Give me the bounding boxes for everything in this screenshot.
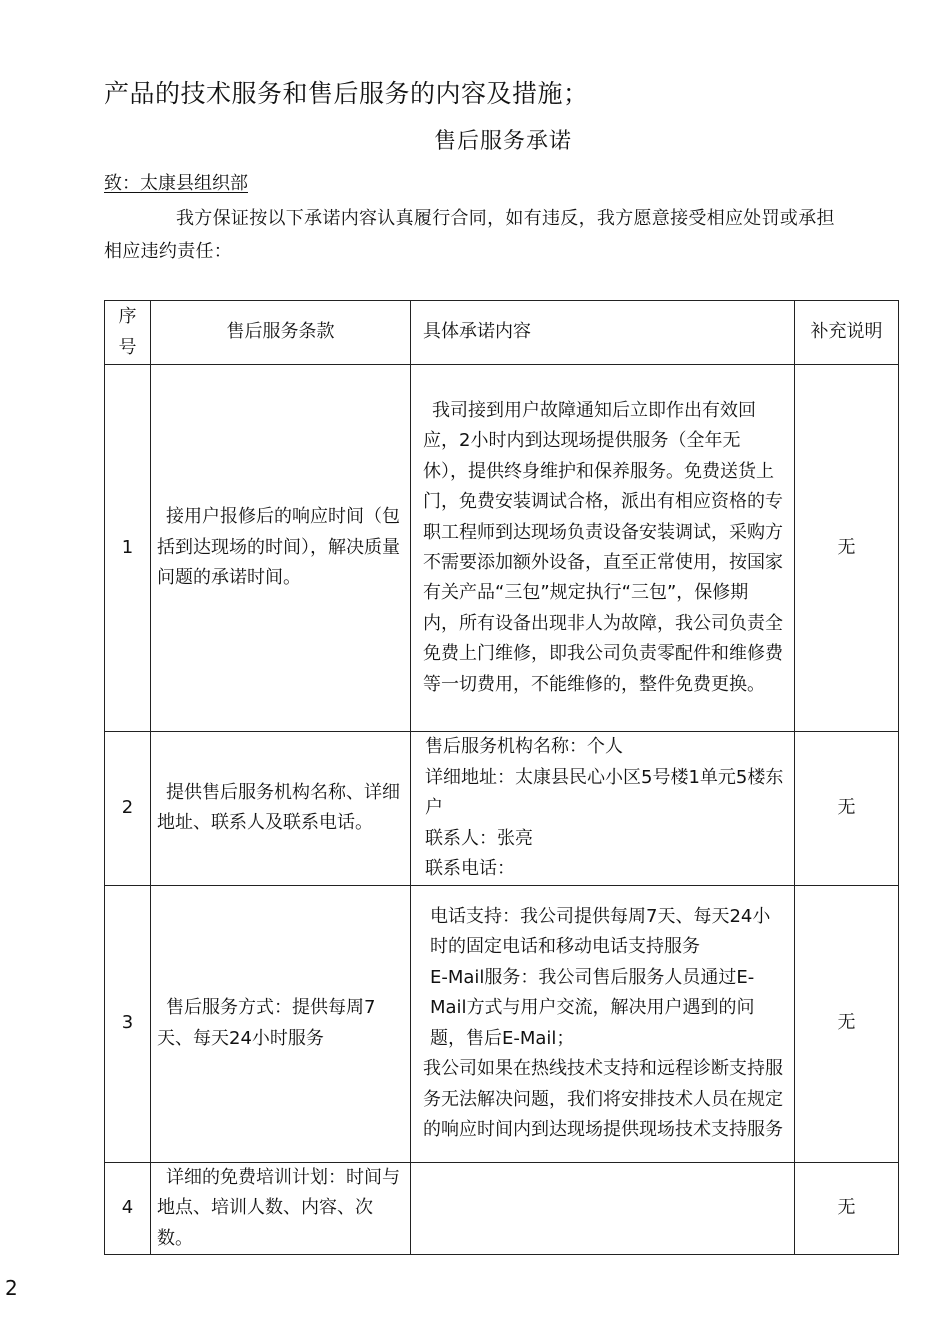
after-sales-table — [104, 300, 899, 1255]
table-row — [105, 732, 899, 886]
table-row — [105, 885, 899, 1162]
row-clause: 提供售后服务机构名称、详细地址、联系人及联系电话。 — [151, 732, 411, 886]
row-content — [411, 732, 795, 886]
table-row — [105, 365, 899, 732]
promise-paragraph: 我方保证按以下承诺内容认真履行合同，如有违反，我方愿意接受相应处罚或承担相应违约责任： — [104, 208, 835, 262]
header-no: 序号 — [105, 301, 151, 365]
table-header-row — [105, 301, 899, 365]
addressee: 致：太康县组织部 — [104, 173, 248, 194]
header-content: 具体承诺内容 — [411, 301, 795, 365]
content-line: 售后服务机构名称：个人 — [425, 736, 623, 757]
document-title: 售后服务承诺 — [433, 129, 572, 154]
row-content — [411, 885, 795, 1162]
header-clause: 售后服务条款 — [151, 301, 411, 365]
content-line: 联系人：张亮 — [425, 827, 533, 849]
row-clause: 接用户报修后的响应时间（包括到达现场的时间），解决质量问题的承诺时间。 — [151, 365, 411, 732]
row-no: 4 — [105, 1162, 151, 1255]
row-no: 3 — [105, 885, 151, 1162]
content-line: E-Mail服务：我公司售后服务人员通过E-Mail方式与用户交流，解决用户遇到的问题，售后E-Mail； — [430, 966, 755, 1049]
page-number: 2 — [5, 1276, 18, 1300]
content-line: 联系电话： — [425, 858, 515, 879]
section-heading: 产品的技术服务和售后服务的内容及措施； — [104, 79, 589, 108]
content-line: 详细地址：太康县民心小区5号楼1单元5楼东户 — [425, 766, 784, 818]
row-note: 无 — [795, 885, 899, 1162]
content-line: 电话支持：我公司提供每周7天、每天24小时的固定电话和移动电话支持服务 — [430, 905, 771, 957]
row-note: 无 — [795, 732, 899, 886]
header-note: 补充说明 — [795, 301, 899, 365]
row-clause: 详细的免费培训计划：时间与地点、培训人数、内容、次数。 — [151, 1162, 411, 1255]
row-content: 我司接到用户故障通知后立即作出有效回应，2小时内到达现场提供服务（全年无休），提供终身维护和保养服务。免费送货上门，免费安装调试合格，派出有相应资格的专职工程师到达现场负责设备安装调试，采购方不需要添加额外设备，直至正常使用，按国家有关产品“三包”规定执行“三包”，保修期内，所有设备出现非人为故障，我公司负责全免费上门维修，即我公司负责零配件和维修费等一切费用，不能维修的，整件免费更换。 — [411, 365, 795, 732]
table-row — [105, 1162, 899, 1255]
row-no: 1 — [105, 365, 151, 732]
row-clause: 售后服务方式：提供每周7天、每天24小时服务 — [151, 885, 411, 1162]
row-note: 无 — [795, 1162, 899, 1255]
row-content — [411, 1162, 795, 1255]
row-note: 无 — [795, 365, 899, 732]
content-line: 我公司如果在热线技术支持和远程诊断支持服务无法解决问题，我们将安排技术人员在规定的响应时间内到达现场提供现场技术支持服务 — [423, 1058, 783, 1140]
row-no: 2 — [105, 732, 151, 886]
